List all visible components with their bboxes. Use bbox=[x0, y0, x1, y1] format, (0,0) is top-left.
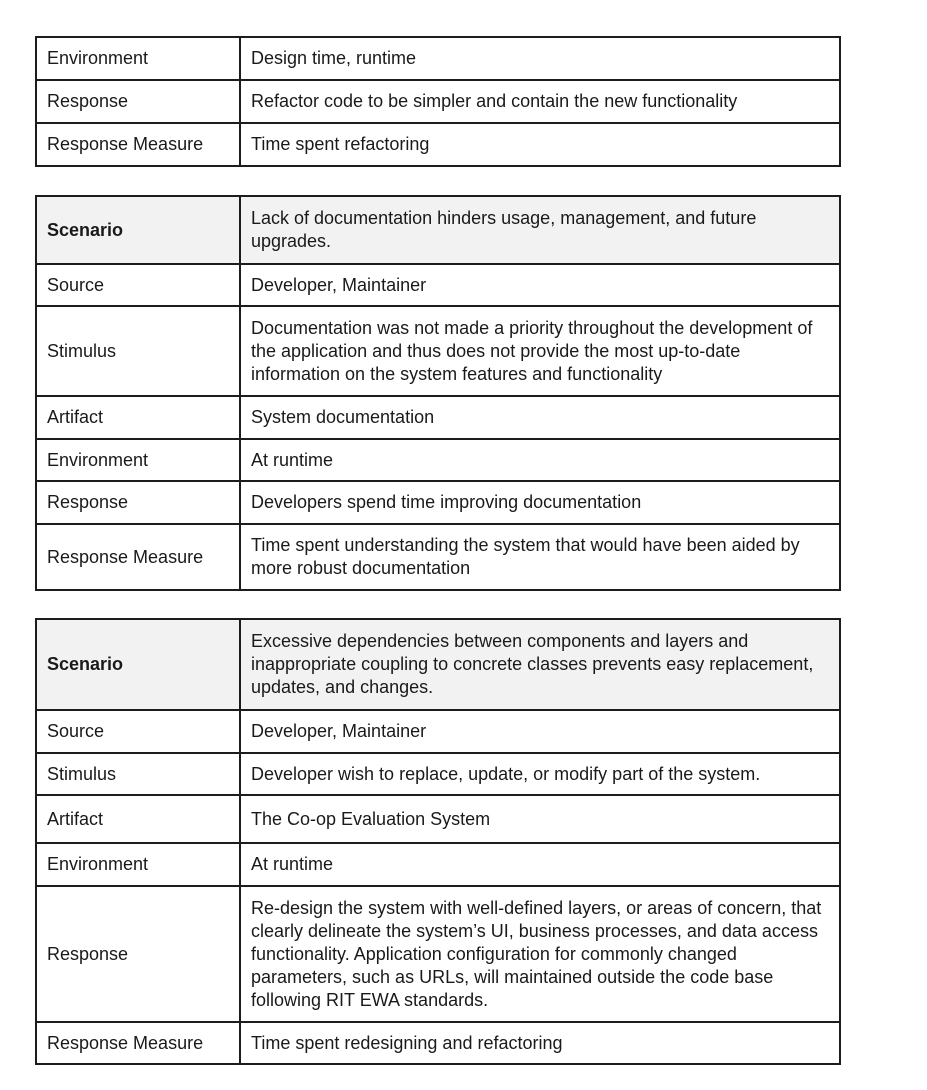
row-label-response: Response bbox=[36, 886, 240, 1022]
quality-attribute-table-3 bbox=[35, 618, 841, 1065]
quality-attribute-table-1 bbox=[35, 36, 841, 167]
table-row bbox=[36, 795, 840, 843]
table-row-scenario bbox=[36, 619, 840, 710]
table-row bbox=[36, 886, 840, 1022]
row-label-stimulus: Stimulus bbox=[36, 753, 240, 795]
row-value-environment: At runtime bbox=[240, 843, 840, 886]
row-label-scenario: Scenario bbox=[36, 196, 240, 264]
row-label-response-measure: Response Measure bbox=[36, 123, 240, 166]
row-label-source: Source bbox=[36, 264, 240, 306]
table-row bbox=[36, 264, 840, 306]
row-value-artifact: System documentation bbox=[240, 396, 840, 439]
table-row bbox=[36, 843, 840, 886]
row-value-environment: Design time, runtime bbox=[240, 37, 840, 80]
row-value-environment: At runtime bbox=[240, 439, 840, 481]
row-label-artifact: Artifact bbox=[36, 396, 240, 439]
row-value-response-measure: Time spent understanding the system that would have been aided by more robust documentation bbox=[240, 524, 840, 590]
row-value-source: Developer, Maintainer bbox=[240, 264, 840, 306]
row-value-response: Developers spend time improving documentation bbox=[240, 481, 840, 524]
row-value-stimulus: Developer wish to replace, update, or modify part of the system. bbox=[240, 753, 840, 795]
table-row bbox=[36, 753, 840, 795]
row-label-response: Response bbox=[36, 481, 240, 524]
row-label-environment: Environment bbox=[36, 439, 240, 481]
row-value-stimulus: Documentation was not made a priority throughout the development of the application and thus does not provide the most up-to-date information on the system features and functionality bbox=[240, 306, 840, 396]
row-label-environment: Environment bbox=[36, 843, 240, 886]
table-row bbox=[36, 524, 840, 590]
table-row bbox=[36, 123, 840, 166]
table-row bbox=[36, 396, 840, 439]
row-label-response-measure: Response Measure bbox=[36, 524, 240, 590]
row-value-response: Refactor code to be simpler and contain the new functionality bbox=[240, 80, 840, 123]
row-value-scenario: Excessive dependencies between components and layers and inappropriate coupling to concrete classes prevents easy replacement, updates, and changes. bbox=[240, 619, 840, 710]
row-value-artifact: The Co-op Evaluation System bbox=[240, 795, 840, 843]
table-row bbox=[36, 710, 840, 753]
row-label-environment: Environment bbox=[36, 37, 240, 80]
table-row bbox=[36, 306, 840, 396]
table-row bbox=[36, 37, 840, 80]
row-value-response-measure: Time spent redesigning and refactoring bbox=[240, 1022, 840, 1064]
row-label-response-measure: Response Measure bbox=[36, 1022, 240, 1064]
row-label-stimulus: Stimulus bbox=[36, 306, 240, 396]
table-row bbox=[36, 80, 840, 123]
row-label-response: Response bbox=[36, 80, 240, 123]
quality-attribute-table-2 bbox=[35, 195, 841, 591]
row-value-source: Developer, Maintainer bbox=[240, 710, 840, 753]
row-value-response: Re-design the system with well-defined layers, or areas of concern, that clearly delineate the system’s UI, business processes, and data access functionality. Application configuration for commonly changed parameters, such as URLs, will maintained outside the code base following RIT EWA standards. bbox=[240, 886, 840, 1022]
row-label-scenario: Scenario bbox=[36, 619, 240, 710]
table-row bbox=[36, 439, 840, 481]
table-row bbox=[36, 1022, 840, 1064]
row-value-response-measure: Time spent refactoring bbox=[240, 123, 840, 166]
table-row-scenario bbox=[36, 196, 840, 264]
row-label-source: Source bbox=[36, 710, 240, 753]
table-row bbox=[36, 481, 840, 524]
row-value-scenario: Lack of documentation hinders usage, management, and future upgrades. bbox=[240, 196, 840, 264]
row-label-artifact: Artifact bbox=[36, 795, 240, 843]
